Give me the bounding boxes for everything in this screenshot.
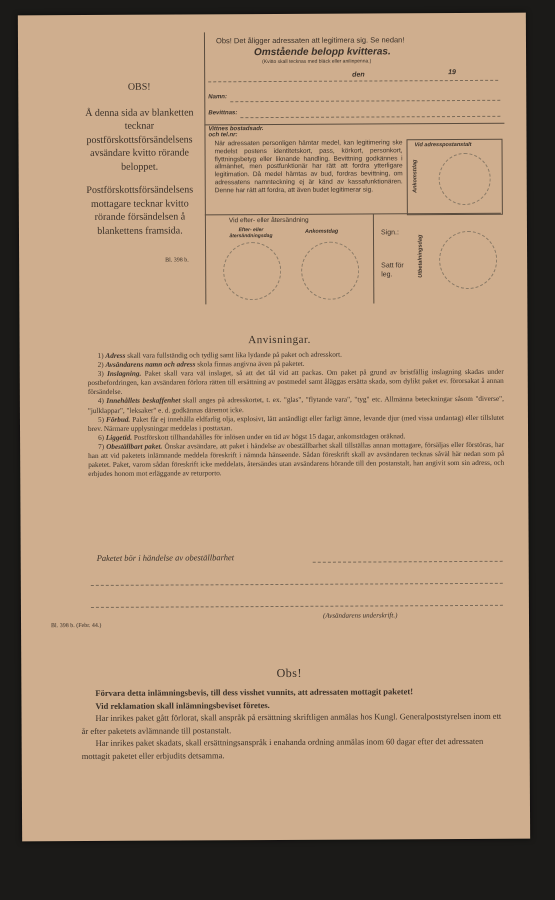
undeliverable-line-2 (91, 583, 503, 586)
instructions-form-code: Bl. 398 b. (Febr. 44.) (51, 622, 102, 630)
left-notice (76, 80, 203, 248)
stamp-label-rotated: Ankomstdag (412, 159, 419, 193)
instruction-item-4: 4) Innehållets beskaffenhet skall anges på adresskortet, t. ex. "glas", "flytande vara", "tyg" etc. Allmänna beteckningar såsom "diverse", "julklappar", "leksaker" e. d. godkännas däremot icke. (87, 395, 504, 415)
left-form-code: Bl. 398 b. (165, 257, 189, 264)
witness-line (240, 116, 500, 118)
left-obs-heading: OBS! (127, 81, 151, 93)
receipt-subtitle: (Kvitto skall tecknas med bläck eller anilinpenna.) (262, 58, 372, 66)
paid-label-rotated: Utbetalningsdag (417, 234, 424, 278)
paid-stamp-circle (439, 231, 497, 289)
receipt-header-line: Obs! Det åligger adressaten att legitimera sig. Se nedan! (215, 35, 405, 46)
legitimation-instructions: När adressaten personligen hämtar medel, kan legitimering ske medelst postens identitetskort, pass, körkort, personkort, flyttningsbetyg eller liknande handling. Bevittning godkännes i allmänhet, men postfunktionär har rätt att fordra ytterligare legitimation. Då medel hämtas av bud, fordras bevittning, om adressatens namnteckning ej är känd av kassafunktionären. Denne har rätt att fordra, att även budet legitimerar sig. (214, 139, 403, 195)
post-office-stamp-circle (439, 153, 491, 205)
witness-label: Bevittnas: (208, 110, 238, 117)
date-label: den (352, 71, 365, 79)
receipt-title: Omstående belopp kvitteras. (254, 46, 391, 59)
instruction-item-2: 2) Avsändarens namn och adress skola finnas angivna även på paketet. (97, 359, 305, 370)
placed-label: Satt för leg. (381, 262, 404, 279)
post-office-label: Vid adresspostanstalt (414, 141, 472, 149)
instruction-item-1: 1) Adress skall vara fullständig och tydlig samt lika lydande på paket och adresskort. (97, 350, 343, 360)
signature-line (91, 605, 503, 608)
bottom-paragraph-3: Har inrikes paket gått förlorat, skall anspråk på ersättning skriftligen anmälas hos Kungl. Generalpoststyrelsen inom ett år efter paketets avlämnande till postanstalt. (81, 710, 502, 736)
arrival-label: Ankomstdag (304, 228, 339, 235)
instruction-item-7: 7) Obeställbart paket. Önskar avsändare, att paket i händelse av obeställbarhet skall tillställas annan mottagare, försäljas eller förstöras, har han att vid paketets inlämnande meddela föreskrift i nämnda hänseende. Sådan föreskrift skall av avsändaren tecknas såväl här nedan som på paketet. Paket, varom sådan föreskrift icke meddelats, återsändes utan avsändarens hörande till den postanstalt, han angivit som sin adress, och erbjudes honom mot erläggande av returporto. (88, 440, 505, 479)
return-date-label: Efter- eller återsändningsdag (229, 227, 273, 240)
bottom-paragraph-1: Förvara detta inlämningsbevis, till dess visshet vunnits, att adressaten mottagit paketet! (95, 686, 414, 698)
arrival-stamp-circle (301, 242, 359, 300)
return-label: Vid efter- eller återsändning (228, 216, 309, 225)
parcel-receipt-form (18, 13, 530, 842)
bottom-paragraph-2: Vid reklamation skall inlämningsbeviset företes. (95, 699, 270, 711)
name-label: Namn: (208, 94, 227, 101)
instructions-list (88, 350, 505, 479)
signature-caption: (Avsändarens underskrift.) (322, 611, 398, 620)
name-line (230, 100, 500, 102)
return-stamp-circle (223, 242, 281, 300)
sign-divider (373, 213, 374, 303)
bottom-obs-title: Obs! (276, 665, 302, 680)
instruction-item-6: 6) Liggetid. Postförskott tillhandahålles för inlösen under en tid av högst 15 dagar, ankomstdagen oräknad. (98, 432, 406, 442)
witness-address-label: Vittnes bostadsadr. och tel.nr: (208, 126, 264, 139)
instruction-item-5: 5) Förbud. Paket får ej innehålla eldfarlig olja, explosivt, lätt antändligt eller farligt ämne, levande djur (med vissa undantag) eller tillslutet brev. Närmare upplysningar meddelas i posttaxan. (87, 413, 504, 433)
left-notice-paragraph-1: Å denna sida av blanketten tecknar postförskottsförsändelsens avsändare kvitto rörande beloppet. (85, 106, 194, 173)
undeliverable-label: Paketet bör i händelse av obeställbarhet (96, 552, 235, 563)
instruction-item-3: 3) Inslagning. Paket skall vara väl inslaget, så att det tål vid att packas. Om paket på grund av bristfällig inslagning skadas under postbefordringen, kan avsändaren förlora rätten till ersättning av postmedel samt åläggas ersätta skada, som dylikt paket ev. förorsakat å annan försändelse. (87, 367, 504, 397)
instructions-title: Anvisningar. (248, 333, 311, 347)
bottom-notice (81, 685, 505, 762)
date-line (208, 80, 498, 83)
receipt-left-border (204, 32, 206, 304)
sign-label: Sign.: (380, 229, 399, 237)
undeliverable-line-1 (313, 561, 503, 563)
bottom-paragraph-4: Har inrikes paket skadats, skall ersättningsanspråk i enahanda ordning anmälas inom 60 dagar efter det adressaten mottagit paketet eller erbjudits detsamma. (81, 735, 484, 761)
left-notice-paragraph-2: Postförskottsförsändelsens mottagare tecknar kvitto rörande försändelsen å blankettens framsida. (86, 184, 194, 237)
instructions-top-rule (204, 123, 504, 126)
year-prefix: 19 (448, 69, 456, 77)
